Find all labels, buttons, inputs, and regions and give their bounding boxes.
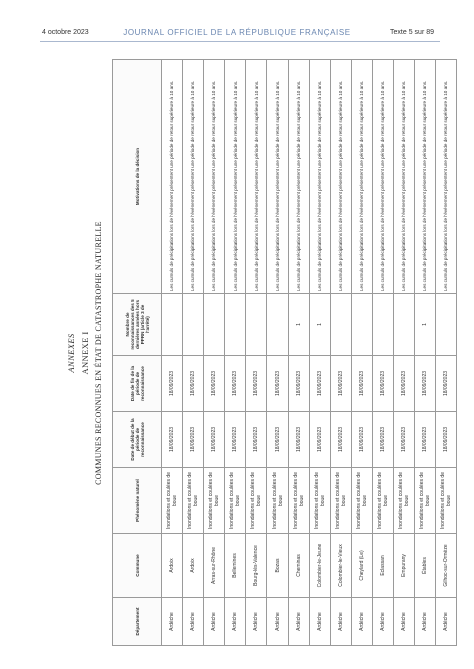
cell-commune: Eclassan: [372, 534, 393, 598]
cell-phenomene: Inondations et coulées de boue: [204, 468, 225, 534]
cell-motivation: Les cumuls de précipitations lors de l'événement présentent une période de retour supérieure à 10 ans.: [351, 60, 372, 294]
cell-departement: Ardèche: [372, 598, 393, 646]
cell-commune: Empurany: [394, 534, 415, 598]
cell-commune: Cheylard (Le): [351, 534, 372, 598]
cell-commune: Colombier-le-Vieux: [330, 534, 351, 598]
cell-motivation: Les cumuls de précipitations lors de l'événement présentent une période de retour supérieure à 10 ans.: [436, 60, 457, 294]
cell-departement: Ardèche: [394, 598, 415, 646]
communes-table: [112, 59, 457, 646]
cell-date-fin: 18/09/2023: [162, 356, 183, 412]
annexe-i-heading: ANNEXE I: [80, 331, 90, 375]
cell-commune: Ardoix: [162, 534, 183, 598]
cell-motivation: Les cumuls de précipitations lors de l'événement présentent une période de retour supérieure à 10 ans.: [246, 60, 267, 294]
cell-date-fin: 18/09/2023: [351, 356, 372, 412]
cell-departement: Ardèche: [204, 598, 225, 646]
cell-departement: Ardèche: [162, 598, 183, 646]
cell-motivation: Les cumuls de précipitations lors de l'événement présentent une période de retour supérieure à 10 ans.: [394, 60, 415, 294]
cell-commune: Bellemines: [225, 534, 246, 598]
cell-departement: Ardèche: [267, 598, 288, 646]
cell-date-fin: 18/09/2023: [309, 356, 330, 412]
cell-nombre: [351, 294, 372, 356]
cell-phenomene: Inondations et coulées de boue: [372, 468, 393, 534]
cell-nombre: [225, 294, 246, 356]
cell-nombre: [394, 294, 415, 356]
table-row: [309, 60, 330, 646]
table-row: [288, 60, 309, 646]
cell-phenomene: Inondations et coulées de boue: [415, 468, 436, 534]
table-row: [351, 60, 372, 646]
cell-phenomene: Inondations et coulées de boue: [162, 468, 183, 534]
cell-nombre: 1: [309, 294, 330, 356]
cell-motivation: Les cumuls de précipitations lors de l'événement présentent une période de retour supérieure à 10 ans.: [267, 60, 288, 294]
col-header-nombre: Nombre de reconnaissances des 5 dernières années hors PPRN (article 3 de l'arrêté): [113, 294, 162, 356]
cell-nombre: [436, 294, 457, 356]
cell-nombre: [267, 294, 288, 356]
table-row: [183, 60, 204, 646]
cell-departement: Ardèche: [415, 598, 436, 646]
cell-date-fin: 18/09/2023: [330, 356, 351, 412]
annex-subtitle: COMMUNES RECONNUES EN ÉTAT DE CATASTROPHE NATURELLE: [94, 221, 103, 485]
cell-date-debut: 18/09/2023: [309, 412, 330, 468]
page-header: [0, 0, 474, 40]
table-row: [225, 60, 246, 646]
cell-departement: Ardèche: [288, 598, 309, 646]
table-row: [415, 60, 436, 646]
cell-commune: Étables: [415, 534, 436, 598]
cell-phenomene: Inondations et coulées de boue: [225, 468, 246, 534]
cell-motivation: Les cumuls de précipitations lors de l'événement présentent une période de retour supérieure à 10 ans.: [183, 60, 204, 294]
cell-phenomene: Inondations et coulées de boue: [183, 468, 204, 534]
cell-nombre: [372, 294, 393, 356]
cell-date-debut: 18/09/2023: [246, 412, 267, 468]
cell-phenomene: Inondations et coulées de boue: [246, 468, 267, 534]
cell-date-debut: 18/09/2023: [183, 412, 204, 468]
cell-departement: Ardèche: [183, 598, 204, 646]
col-header-commune: Commune: [113, 534, 162, 598]
col-header-departement: Département: [113, 598, 162, 646]
cell-date-debut: 18/09/2023: [267, 412, 288, 468]
cell-motivation: Les cumuls de précipitations lors de l'événement présentent une période de retour supérieure à 10 ans.: [162, 60, 183, 294]
cell-date-debut: 18/09/2023: [394, 412, 415, 468]
cell-date-fin: 18/09/2023: [246, 356, 267, 412]
cell-commune: Cheminas: [288, 534, 309, 598]
cell-motivation: Les cumuls de précipitations lors de l'événement présentent une période de retour supérieure à 10 ans.: [330, 60, 351, 294]
cell-departement: Ardèche: [246, 598, 267, 646]
cell-date-fin: 18/09/2023: [288, 356, 309, 412]
cell-phenomene: Inondations et coulées de boue: [394, 468, 415, 534]
cell-phenomene: Inondations et coulées de boue: [267, 468, 288, 534]
table-row: [372, 60, 393, 646]
cell-date-debut: 18/09/2023: [415, 412, 436, 468]
cell-nombre: [204, 294, 225, 356]
publication-date: 4 octobre 2023: [42, 29, 89, 36]
table-body: [162, 60, 457, 646]
cell-date-debut: 18/09/2023: [436, 412, 457, 468]
cell-date-fin: 18/09/2023: [372, 356, 393, 412]
table-row: [204, 60, 225, 646]
cell-date-fin: 18/09/2023: [436, 356, 457, 412]
cell-departement: Ardèche: [330, 598, 351, 646]
col-header-phenomene: Phénomène naturel: [113, 468, 162, 534]
cell-motivation: Les cumuls de précipitations lors de l'événement présentent une période de retour supérieure à 10 ans.: [204, 60, 225, 294]
journal-title: JOURNAL OFFICIEL DE LA RÉPUBLIQUE FRANÇAISE: [123, 28, 351, 37]
cell-nombre: [246, 294, 267, 356]
cell-date-fin: 18/09/2023: [183, 356, 204, 412]
cell-date-fin: 18/09/2023: [394, 356, 415, 412]
table-row: [246, 60, 267, 646]
cell-departement: Ardèche: [225, 598, 246, 646]
cell-date-fin: 18/09/2023: [415, 356, 436, 412]
cell-commune: Gilhoc-sur-Ormèze: [436, 534, 457, 598]
cell-departement: Ardèche: [309, 598, 330, 646]
cell-nombre: [330, 294, 351, 356]
table-header-row: [113, 60, 162, 646]
cell-motivation: Les cumuls de précipitations lors de l'événement présentent une période de retour supérieure à 10 ans.: [309, 60, 330, 294]
cell-commune: Bourg-lès-Valence: [246, 534, 267, 598]
cell-commune: Arras-sur-Rhône: [204, 534, 225, 598]
cell-motivation: Les cumuls de précipitations lors de l'événement présentent une période de retour supérieure à 10 ans.: [415, 60, 436, 294]
col-header-date-fin: Date de fin de la période de reconnaissance: [113, 356, 162, 412]
cell-date-debut: 18/09/2023: [372, 412, 393, 468]
table-row: [436, 60, 457, 646]
cell-motivation: Les cumuls de précipitations lors de l'événement présentent une période de retour supérieure à 10 ans.: [288, 60, 309, 294]
cell-motivation: Les cumuls de précipitations lors de l'événement présentent une période de retour supérieure à 10 ans.: [225, 60, 246, 294]
cell-date-debut: 18/09/2023: [162, 412, 183, 468]
cell-date-debut: 18/09/2023: [204, 412, 225, 468]
cell-date-fin: 18/09/2023: [267, 356, 288, 412]
cell-date-fin: 18/09/2023: [225, 356, 246, 412]
annexes-heading: ANNEXES: [66, 333, 76, 373]
cell-date-fin: 18/09/2023: [204, 356, 225, 412]
table-row: [267, 60, 288, 646]
col-header-date-debut: Date de début de la période de reconnaissance: [113, 412, 162, 468]
cell-departement: Ardèche: [436, 598, 457, 646]
cell-commune: Ardoix: [183, 534, 204, 598]
col-header-motivations: Motivations de la décision: [113, 60, 162, 294]
cell-nombre: [162, 294, 183, 356]
header-rule: [40, 41, 440, 42]
table-row: [394, 60, 415, 646]
cell-phenomene: Inondations et coulées de boue: [330, 468, 351, 534]
rotated-annex-block: [66, 60, 453, 646]
annex-titles: [66, 60, 118, 646]
cell-nombre: 1: [415, 294, 436, 356]
cell-commune: Colombier-le-Jeune: [309, 534, 330, 598]
cell-phenomene: Inondations et coulées de boue: [436, 468, 457, 534]
cell-commune: Bozas: [267, 534, 288, 598]
cell-date-debut: 18/09/2023: [225, 412, 246, 468]
cell-departement: Ardèche: [351, 598, 372, 646]
cell-nombre: [183, 294, 204, 356]
table-row: [330, 60, 351, 646]
cell-date-debut: 18/09/2023: [351, 412, 372, 468]
cell-nombre: 1: [288, 294, 309, 356]
cell-phenomene: Inondations et coulées de boue: [288, 468, 309, 534]
cell-phenomene: Inondations et coulées de boue: [351, 468, 372, 534]
table-row: [162, 60, 183, 646]
cell-date-debut: 18/09/2023: [330, 412, 351, 468]
cell-date-debut: 18/09/2023: [288, 412, 309, 468]
cell-phenomene: Inondations et coulées de boue: [309, 468, 330, 534]
cell-motivation: Les cumuls de précipitations lors de l'événement présentent une période de retour supérieure à 10 ans.: [372, 60, 393, 294]
page-indicator: Texte 5 sur 89: [390, 29, 434, 36]
